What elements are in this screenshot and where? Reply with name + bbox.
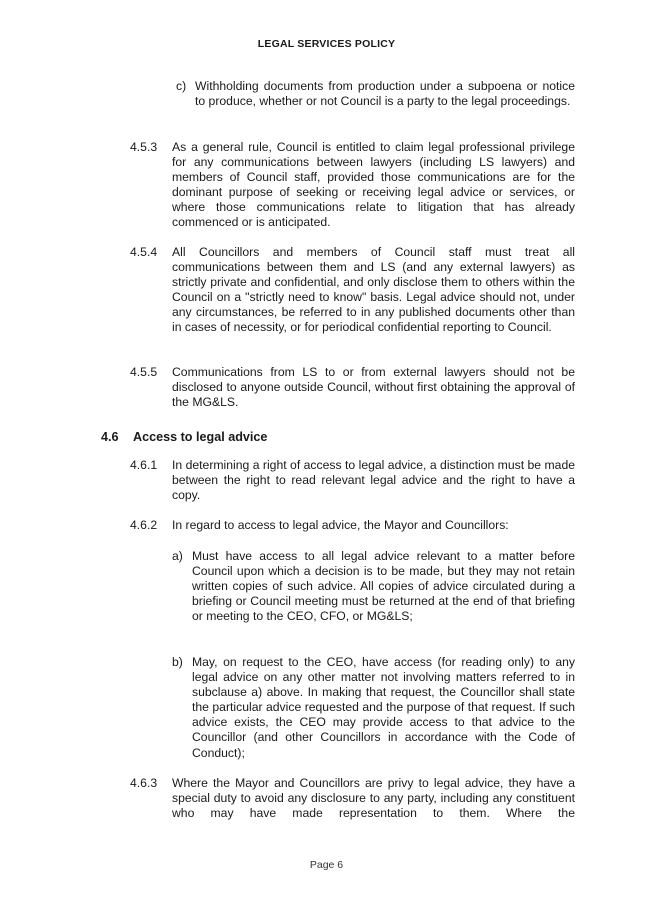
- paragraph-b: May, on request to the CEO, have access (for reading only) to any legal advice on any other matter not involving matters referred to in subclause a) above. In making that request, the Councillor shall state the particular advice requested and the purpose of that request. If such advice exists, the CEO may provide access to that advice to the Councillor (and other Councillors in accordance with the Code of Conduct);: [192, 655, 575, 760]
- paragraph-c: Withholding documents from production under a subpoena or notice to produce, whether or not Council is a party to the legal proceedings.: [195, 79, 575, 109]
- clause-4-6-2: In regard to access to legal advice, the Mayor and Councillors:: [172, 518, 509, 532]
- clause-4-6-1: In determining a right of access to legal advice, a distinction must be made between the right to read relevant legal advice and the right to have a copy.: [172, 458, 575, 503]
- list-label-c: c): [176, 79, 187, 93]
- clause-number-4-6-2: 4.6.2: [130, 518, 158, 532]
- clause-number-4-5-3: 4.5.3: [130, 140, 158, 154]
- clause-number-4-6-3: 4.6.3: [130, 776, 158, 790]
- clause-4-6-3: Where the Mayor and Councillors are privy to legal advice, they have a special duty to avoid any disclosure to any party, including any constituent who may have made representation to them. Where the: [172, 776, 575, 821]
- list-label-a: a): [172, 549, 183, 563]
- section-number-4-6: 4.6: [101, 430, 119, 444]
- page-number: Page 6: [309, 859, 344, 871]
- list-label-b: b): [172, 655, 183, 669]
- clause-4-5-4: All Councillors and members of Council staff must treat all communications between them and LS (and any external lawyers) as strictly private and confidential, and only disclose them to others within the Council on a "strictly need to know" basis. Legal advice should not, under any circumstances, be referred to in any published documents other than in cases of necessity, or for periodical confidential reporting to Council.: [172, 245, 575, 335]
- clause-number-4-5-4: 4.5.4: [130, 245, 158, 259]
- clause-number-4-5-5: 4.5.5: [130, 365, 158, 379]
- document-header: LEGAL SERVICES POLICY: [257, 38, 396, 50]
- clause-4-5-5: Communications from LS to or from external lawyers should not be disclosed to anyone outside Council, without first obtaining the approval of the MG&LS.: [172, 365, 575, 410]
- clause-4-5-3: As a general rule, Council is entitled to claim legal professional privilege for any communications between lawyers (including LS lawyers) and members of Council staff, provided those communications are for the dominant purpose of seeking or receiving legal advice or services, or where those communications relate to litigation that has already commenced or is anticipated.: [172, 140, 575, 230]
- section-title-4-6: Access to legal advice: [133, 430, 268, 444]
- clause-number-4-6-1: 4.6.1: [130, 458, 158, 472]
- paragraph-a: Must have access to all legal advice relevant to a matter before Council upon which a decision is to be made, but they may not retain written copies of such advice. All copies of advice circulated during a briefing or Council meeting must be returned at the end of that briefing or meeting to the CEO, CFO, or MG&LS;: [192, 549, 575, 624]
